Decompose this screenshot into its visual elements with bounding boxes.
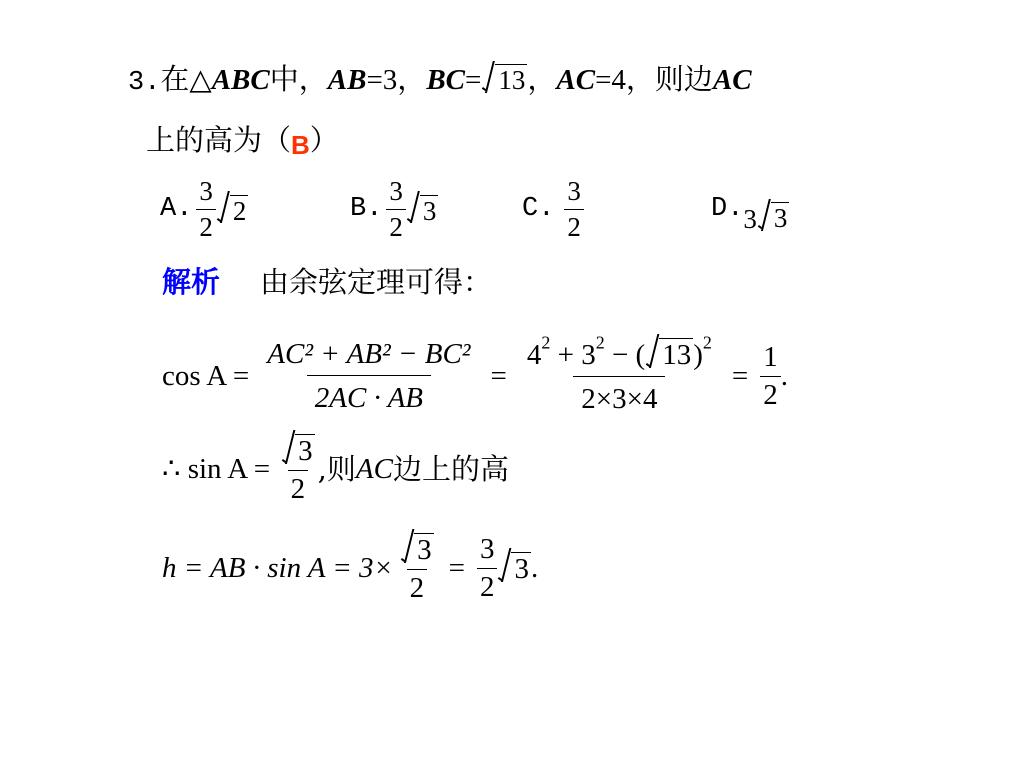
analysis-text: 由余弦定理可得： [260, 265, 493, 299]
side-ab: AB [327, 64, 367, 96]
sin-a-fraction: $\frac{3}{2}$ [278, 434, 318, 504]
triangle-abc: ABC [211, 64, 270, 96]
option-c-fraction: $\frac{3}{2}$ [564, 178, 584, 241]
cosine-numerator-symbolic: AC² + AB² − BC² [267, 337, 471, 370]
height-lhs: h = AB · sin A = 3× [162, 551, 394, 584]
height-sqrt-3: 3 [400, 533, 434, 565]
cosine-denominator-symbolic: 2AC · AB [307, 375, 431, 413]
option-c-label: C. [522, 194, 555, 224]
question-height-text: 上的高为（ [146, 123, 292, 157]
cosine-formula [162, 332, 788, 415]
option-a-fraction: $\frac{3}{2}$ [196, 178, 216, 241]
sin-tail-comma: ,则 [317, 451, 356, 486]
option-a[interactable] [160, 178, 248, 241]
option-b-sqrt: 3 [406, 195, 439, 225]
side-ac-value: =4， [595, 64, 655, 96]
sin-a-lhs: ∴ sin A = [162, 452, 271, 485]
height-dot: . [530, 551, 539, 584]
option-b-fraction: $\frac{3}{2}$ [386, 178, 406, 241]
side-ac-2: AC [712, 64, 752, 96]
cos-a-lhs: cos A = [162, 359, 250, 392]
option-b-label: B. [350, 194, 383, 224]
height-result-sqrt: 3 [497, 552, 531, 584]
side-ab-value: =3， [366, 64, 427, 96]
numerator-sqrt-13: 13 [645, 338, 693, 370]
side-ac: AC [556, 64, 596, 96]
option-d[interactable] [711, 196, 789, 233]
height-fraction-1: $\frac{3}{2}$ [397, 533, 437, 603]
cosine-result-half: $\frac{1}{2}$ [760, 343, 781, 410]
cosine-eq-2: = [490, 359, 507, 392]
option-a-label: A. [160, 194, 193, 224]
sqrt-13: 13 [481, 64, 527, 94]
side-bc: BC [426, 64, 465, 96]
sin-sqrt-3: 3 [281, 434, 315, 466]
question-line-1 [128, 64, 752, 97]
height-eq: = [448, 551, 465, 584]
analysis-label: 解析 [162, 265, 221, 299]
question-then: 则边 [654, 62, 713, 96]
question-close-paren: ） [309, 123, 339, 157]
option-b[interactable] [350, 178, 438, 241]
cosine-eq-3: = [731, 359, 749, 392]
option-d-sqrt: 3 [757, 202, 790, 232]
question-comma: ， [527, 62, 557, 96]
question-line-2 [146, 123, 339, 160]
side-bc-eq: = [465, 64, 482, 96]
sin-tail-text: 边上的高 [392, 451, 509, 486]
sine-formula [162, 434, 509, 504]
sin-tail-ac: AC [355, 452, 393, 485]
option-c[interactable] [522, 178, 584, 241]
analysis-line [162, 265, 493, 299]
cosine-fraction-numeric [519, 332, 720, 415]
question-text-prefix: 在△ [160, 62, 212, 96]
question-text-zhong: 中， [269, 62, 328, 96]
cosine-fraction-symbolic [259, 337, 478, 414]
option-a-sqrt: 2 [216, 195, 249, 225]
option-d-coef: 3 [743, 204, 757, 234]
height-formula [162, 533, 538, 603]
answer-letter: B [291, 130, 310, 160]
cosine-dot: . [780, 359, 788, 392]
cosine-denominator-numeric: 2×3×4 [573, 376, 665, 414]
cosine-numerator-numeric: $4^2 + 3^2$ − ( 13)$^2$ [526, 332, 712, 371]
option-d-label: D. [711, 194, 744, 224]
question-number: 3. [128, 68, 161, 98]
height-fraction-2: $\frac{3}{2}$ [477, 535, 498, 602]
